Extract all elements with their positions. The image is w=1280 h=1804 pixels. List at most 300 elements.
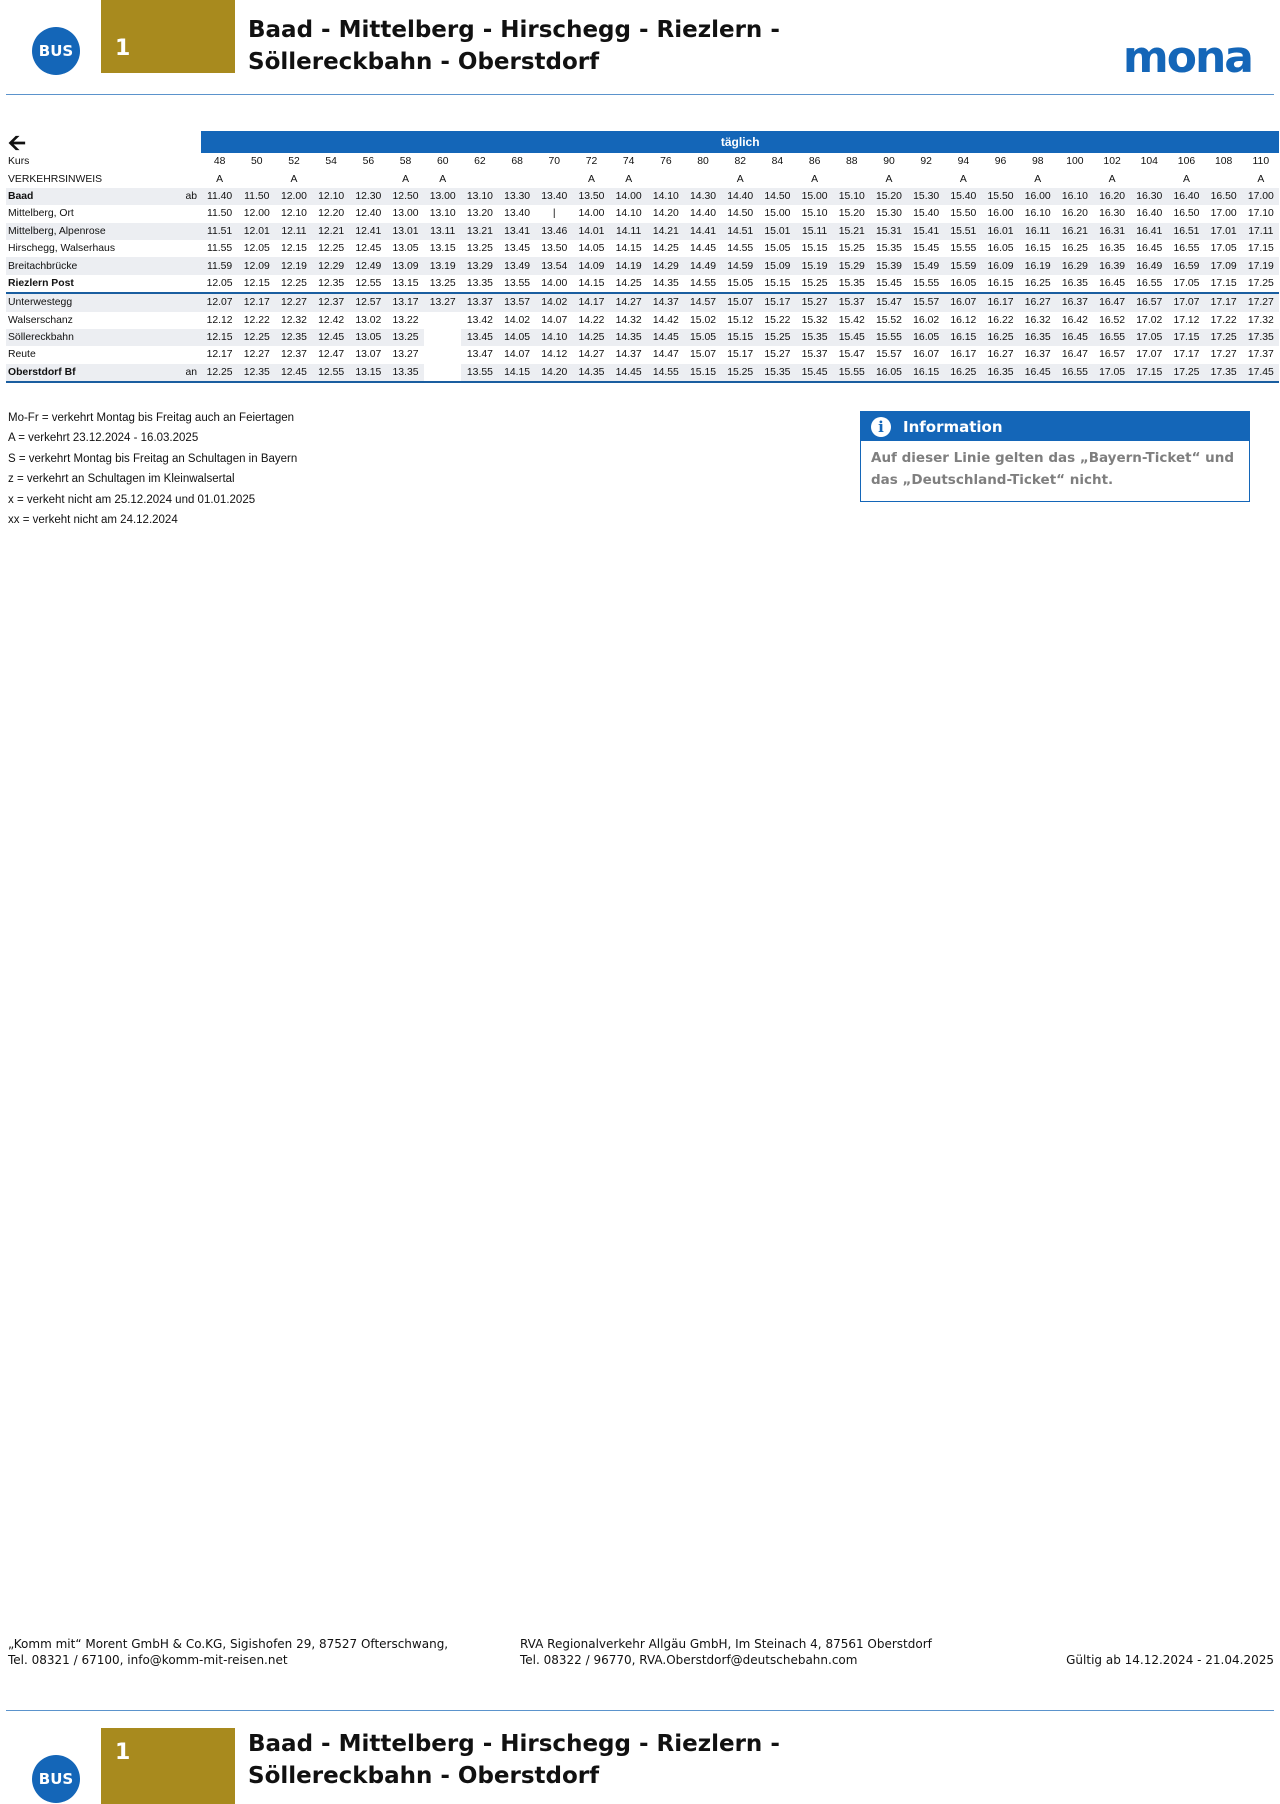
departure-time: 13.50 [573, 188, 610, 205]
footnotes [8, 408, 297, 530]
departure-time: 16.40 [1168, 188, 1205, 205]
departure-time: 17.15 [1131, 364, 1168, 382]
departure-time: 12.11 [275, 223, 312, 240]
arrival-departure-mark [178, 223, 201, 240]
departure-time: 15.15 [764, 277, 791, 289]
departure-time: 14.45 [610, 364, 647, 382]
kurs-number: 70 [548, 156, 561, 168]
departure-time: 15.19 [796, 257, 833, 274]
bus-icon: BUS [32, 1755, 80, 1803]
departure-time: 11.50 [206, 208, 233, 220]
departure-time: 12.30 [350, 188, 387, 205]
departure-time: 13.45 [461, 329, 498, 346]
departure-time [424, 346, 461, 363]
footnote: x = verkeht nicht am 25.12.2024 und 01.01.2025 [8, 493, 256, 506]
departure-time: 16.35 [982, 364, 1019, 382]
departure-time: 13.50 [541, 243, 568, 255]
departure-time: 14.15 [615, 243, 642, 255]
timetable-row [6, 275, 1279, 293]
hinweis-code [1131, 170, 1168, 187]
departure-time: 16.45 [1019, 364, 1056, 382]
departure-time: 12.27 [243, 349, 270, 361]
departure-time: 17.05 [1210, 243, 1237, 255]
hinweis-code [759, 170, 796, 187]
departure-time: 17.22 [1210, 314, 1237, 326]
departure-time: 14.35 [610, 329, 647, 346]
departure-time: 15.01 [759, 223, 796, 240]
stop-name: Reute [8, 349, 36, 361]
departure-time: 16.01 [982, 223, 1019, 240]
departure-time: 12.45 [313, 329, 350, 346]
departure-time: 14.01 [573, 223, 610, 240]
departure-time: 13.54 [536, 257, 573, 274]
departure-time: 12.35 [318, 277, 345, 289]
departure-time: 13.46 [536, 223, 573, 240]
departure-time: 15.40 [945, 188, 982, 205]
departure-time: 14.55 [727, 243, 754, 255]
departure-time: 16.25 [982, 329, 1019, 346]
info-text-line2: das „Deutschland-Ticket“ nicht. [871, 472, 1114, 488]
kurs-number: 106 [1177, 156, 1196, 168]
departure-time: 13.05 [392, 243, 419, 255]
departure-time: 14.59 [722, 257, 759, 274]
departure-time: 15.47 [838, 349, 865, 361]
departure-time: 16.10 [1024, 208, 1051, 220]
kurs-number: 52 [288, 156, 300, 168]
operator-address-left [8, 1636, 448, 1668]
kurs-number: 102 [1103, 156, 1121, 168]
departure-time: 14.21 [647, 223, 684, 240]
departure-time: 17.02 [1136, 314, 1163, 326]
hinweis-code: A [402, 173, 409, 185]
kurs-number: 88 [846, 156, 858, 168]
departure-time: 15.55 [913, 277, 940, 289]
departure-time: 12.12 [206, 314, 233, 326]
departure-time: 15.05 [764, 243, 791, 255]
timetable-row [6, 364, 1279, 382]
departure-time: 15.15 [684, 364, 721, 382]
operator-mid-line2: Tel. 08322 / 96770, RVA.Oberstdorf@deutschebahn.com [520, 1653, 858, 1667]
departure-time: 14.49 [684, 257, 721, 274]
arrival-departure-mark [178, 312, 201, 329]
operator-address-mid [520, 1636, 932, 1668]
departure-time: 14.27 [610, 293, 647, 311]
departure-time: 15.35 [796, 329, 833, 346]
departure-time: 17.37 [1247, 349, 1274, 361]
departure-time: 12.55 [313, 364, 350, 382]
departure-time: 12.49 [350, 257, 387, 274]
kurs-number: 98 [1031, 156, 1044, 168]
timetable-row [6, 346, 1279, 363]
departure-time [424, 364, 461, 382]
stop-name: Mittelberg, Ort [8, 208, 74, 220]
hinweis-code [1056, 170, 1093, 187]
timetable-row [6, 240, 1279, 257]
departure-time: 13.10 [429, 208, 456, 220]
departure-time: 17.09 [1205, 257, 1242, 274]
departure-time: 15.25 [801, 277, 828, 289]
departure-time: 12.01 [238, 223, 275, 240]
page-footer-header [0, 1728, 1280, 1804]
hinweis-code: A [1183, 173, 1190, 185]
departure-time: 15.15 [722, 329, 759, 346]
departure-time: 16.47 [1061, 349, 1088, 361]
departure-time: 16.40 [1136, 208, 1163, 220]
departure-time: 13.25 [387, 329, 424, 346]
departure-time: 12.20 [318, 208, 345, 220]
departure-time: 17.10 [1247, 208, 1274, 220]
departure-time: 15.40 [913, 208, 940, 220]
departure-time: 16.55 [1136, 277, 1163, 289]
departure-time: 12.47 [318, 349, 345, 361]
info-title: Information [903, 417, 1003, 436]
route-title-line2: Söllereckbahn - Oberstdorf [248, 1763, 600, 1789]
departure-time: 14.47 [652, 349, 679, 361]
departure-time: 12.22 [243, 314, 270, 326]
departure-time: 14.37 [647, 293, 684, 311]
departure-time: 12.29 [313, 257, 350, 274]
kurs-number: 110 [1252, 156, 1270, 168]
timetable-row [6, 293, 1279, 311]
departure-time: 13.17 [387, 293, 424, 311]
departure-time: 11.40 [201, 188, 238, 205]
departure-time: 13.35 [387, 364, 424, 382]
departure-time: 16.15 [908, 364, 945, 382]
departure-time: 15.25 [759, 329, 796, 346]
departure-time: 16.41 [1131, 223, 1168, 240]
timetable-row [6, 312, 1279, 329]
departure-time: 14.25 [615, 277, 642, 289]
departure-time: 14.00 [610, 188, 647, 205]
departure-time: 12.07 [201, 293, 238, 311]
departure-time: 13.57 [499, 293, 536, 311]
kurs-number: 56 [362, 156, 375, 168]
departure-time: 16.32 [1024, 314, 1051, 326]
departure-time: 15.20 [870, 188, 907, 205]
departure-time: 16.45 [1136, 243, 1163, 255]
departure-time: 13.15 [429, 243, 456, 255]
stop-name: Söllereckbahn [6, 329, 178, 346]
departure-time: 15.39 [870, 257, 907, 274]
departure-time: 15.10 [801, 208, 828, 220]
departure-time: 16.52 [1099, 314, 1126, 326]
departure-time: 15.05 [727, 277, 754, 289]
departure-time: 16.25 [1024, 277, 1051, 289]
departure-time: 13.29 [461, 257, 498, 274]
departure-time: 16.19 [1019, 257, 1056, 274]
departure-time: 13.02 [355, 314, 382, 326]
departure-time: 13.09 [387, 257, 424, 274]
departure-time: 15.05 [684, 329, 721, 346]
kurs-number: 90 [883, 156, 895, 168]
departure-time: 17.00 [1210, 208, 1237, 220]
departure-time: 16.17 [950, 349, 977, 361]
departure-time: 15.35 [759, 364, 796, 382]
departure-time: 14.10 [647, 188, 684, 205]
departure-time: 13.20 [466, 208, 493, 220]
departure-time: 17.15 [1210, 277, 1237, 289]
departure-time: 15.09 [759, 257, 796, 274]
departure-time: 16.17 [982, 293, 1019, 311]
hinweis-mark [178, 170, 201, 187]
departure-time: 16.49 [1131, 257, 1168, 274]
departure-time: 11.51 [201, 223, 238, 240]
hinweis-code [461, 170, 498, 187]
departure-time: 17.12 [1173, 314, 1200, 326]
departure-time: 14.22 [578, 314, 605, 326]
departure-time: 15.02 [690, 314, 717, 326]
departure-time: 13.25 [429, 277, 456, 289]
departure-time: 16.51 [1168, 223, 1205, 240]
page-header [0, 0, 1280, 94]
departure-time: 12.19 [275, 257, 312, 274]
info-icon: i [871, 417, 891, 437]
departure-time: 13.35 [466, 277, 493, 289]
departure-time: 13.19 [424, 257, 461, 274]
departure-time: 17.25 [1205, 329, 1242, 346]
departure-time: 16.09 [982, 257, 1019, 274]
departure-time: 12.32 [280, 314, 307, 326]
departure-time: 12.15 [243, 277, 270, 289]
departure-time: 15.15 [801, 243, 828, 255]
hinweis-code: A [625, 173, 633, 185]
departure-time: 17.25 [1247, 277, 1274, 289]
departure-time: 15.55 [870, 329, 907, 346]
departure-time: 17.27 [1242, 293, 1279, 311]
departure-time: 15.07 [722, 293, 759, 311]
departure-time: 15.55 [950, 243, 977, 255]
departure-time: 16.37 [1056, 293, 1093, 311]
departure-time: 14.40 [690, 208, 717, 220]
departure-time: 14.50 [727, 208, 754, 220]
stop-name: Hirschegg, Walserhaus [8, 243, 116, 255]
departure-time: 13.22 [392, 314, 419, 326]
arrival-departure-mark [178, 240, 201, 257]
departure-time: 16.10 [1056, 188, 1093, 205]
departure-time: 12.35 [275, 329, 312, 346]
departure-time: 16.42 [1061, 314, 1088, 326]
departure-time: 16.29 [1056, 257, 1093, 274]
hinweis-code: A [588, 173, 595, 185]
departure-time: 16.35 [1099, 243, 1126, 255]
departure-time: 15.00 [796, 188, 833, 205]
kurs-number: 62 [474, 156, 486, 168]
departure-time: 12.37 [280, 349, 307, 361]
departure-time: 16.15 [987, 277, 1014, 289]
route-title-line1: Baad - Mittelberg - Hirschegg - Riezlern - [248, 17, 780, 43]
timetable-row [6, 257, 1279, 274]
kurs-number: 96 [994, 156, 1007, 168]
hinweis-code: A [439, 173, 447, 185]
hinweis-code [908, 170, 945, 187]
departure-time: 15.07 [690, 349, 717, 361]
departure-time: 14.42 [652, 314, 679, 326]
departure-time: 13.47 [466, 349, 493, 361]
departure-time: 14.50 [759, 188, 796, 205]
kurs-number: 84 [771, 156, 784, 168]
footnote: z = verkehrt an Schultagen im Kleinwalsertal [8, 473, 235, 486]
departure-time: 14.32 [615, 314, 642, 326]
departure-time: 15.45 [796, 364, 833, 382]
departure-time: 15.00 [764, 208, 791, 220]
hinweis-code [238, 170, 275, 187]
departure-time: 15.35 [875, 243, 902, 255]
departure-time: 14.12 [541, 349, 568, 361]
line-number-badge: 1 [101, 1728, 235, 1804]
departure-time: 16.12 [950, 314, 977, 326]
route-title-line2: Söllereckbahn - Oberstdorf [248, 49, 600, 75]
kurs-number: 72 [585, 156, 598, 168]
kurs-number: 82 [734, 156, 746, 168]
departure-time: 16.00 [987, 208, 1014, 220]
departure-time: 17.00 [1242, 188, 1279, 205]
departure-time: 14.07 [541, 314, 568, 326]
departure-time: 14.09 [573, 257, 610, 274]
departure-time: 12.05 [243, 243, 270, 255]
departure-time: 15.50 [950, 208, 977, 220]
arrival-departure-mark [178, 257, 201, 274]
hinweis-code [647, 170, 684, 187]
departure-time: 14.20 [536, 364, 573, 382]
info-header [861, 412, 1249, 441]
departure-time: 14.02 [504, 314, 531, 326]
departure-time: 15.49 [908, 257, 945, 274]
departure-time: 15.42 [838, 314, 865, 326]
departure-time: 14.45 [647, 329, 684, 346]
departure-time: 16.25 [1061, 243, 1088, 255]
departure-time: 16.57 [1099, 349, 1126, 361]
departure-time: 15.25 [838, 243, 865, 255]
hinweis-code [350, 170, 387, 187]
departure-time: 17.45 [1242, 364, 1279, 382]
arrival-departure-mark [178, 346, 201, 363]
departure-time: 16.39 [1094, 257, 1131, 274]
departure-time: 14.17 [573, 293, 610, 311]
departure-time: 12.15 [280, 243, 307, 255]
departure-time: 14.02 [536, 293, 573, 311]
footnote: A = verkehrt 23.12.2024 - 16.03.2025 [8, 432, 199, 445]
departure-time [424, 329, 461, 346]
departure-time: 14.30 [684, 188, 721, 205]
kurs-number: 50 [251, 156, 263, 168]
departure-time: 12.57 [350, 293, 387, 311]
departure-time: 13.49 [499, 257, 536, 274]
kurs-number: 60 [436, 156, 449, 168]
hinweis-code [536, 170, 573, 187]
departure-time: 17.17 [1205, 293, 1242, 311]
kurs-number: 68 [511, 156, 523, 168]
departure-time: 13.42 [466, 314, 493, 326]
departure-time: 12.10 [313, 188, 350, 205]
departure-time: | [552, 208, 556, 220]
departure-time: 13.30 [499, 188, 536, 205]
departure-time: 16.21 [1056, 223, 1093, 240]
departure-time: 16.22 [987, 314, 1014, 326]
departure-time: 12.00 [275, 188, 312, 205]
departure-time: 14.55 [647, 364, 684, 382]
departure-time: 17.07 [1136, 349, 1163, 361]
departure-time: 16.05 [908, 329, 945, 346]
timetable-row [6, 329, 1279, 346]
departure-time: 14.05 [578, 243, 605, 255]
departure-time: 13.25 [466, 243, 493, 255]
departure-time: 12.40 [355, 208, 382, 220]
departure-time: 13.55 [504, 277, 531, 289]
departure-time: 17.35 [1242, 329, 1279, 346]
departure-time: 16.20 [1094, 188, 1131, 205]
departure-time: 15.11 [796, 223, 833, 240]
info-box [860, 411, 1250, 502]
departure-time: 15.31 [870, 223, 907, 240]
departure-time: 12.15 [201, 329, 238, 346]
kurs-number: 80 [697, 156, 709, 168]
departure-time: 17.17 [1173, 349, 1200, 361]
departure-time: 16.07 [913, 349, 940, 361]
hinweis-code: A [290, 173, 298, 185]
timetable [6, 131, 1279, 383]
departure-time: 17.05 [1131, 329, 1168, 346]
departure-time: 15.51 [945, 223, 982, 240]
direction-arrow-icon: 🡨 [8, 130, 26, 155]
kurs-row [6, 153, 1279, 170]
departure-time: 13.45 [504, 243, 531, 255]
departure-time: 16.45 [1056, 329, 1093, 346]
departure-time: 14.27 [578, 349, 605, 361]
departure-time: 17.05 [1173, 277, 1200, 289]
validity-text: Gültig ab 14.12.2024 - 21.04.2025 [1066, 1653, 1274, 1667]
departure-time: 13.07 [355, 349, 382, 361]
departure-time: 16.30 [1099, 208, 1126, 220]
departure-time: 16.55 [1173, 243, 1200, 255]
departure-time: 15.27 [796, 293, 833, 311]
departure-time: 16.37 [1024, 349, 1051, 361]
departure-time: 15.55 [833, 364, 870, 382]
departure-time: 15.35 [838, 277, 865, 289]
departure-time: 12.17 [238, 293, 275, 311]
hinweis-code: A [736, 173, 744, 185]
departure-time: 16.07 [945, 293, 982, 311]
departure-time: 12.21 [313, 223, 350, 240]
route-title [248, 14, 808, 78]
departure-time: 13.15 [350, 364, 387, 382]
departure-time: 12.50 [387, 188, 424, 205]
departure-time: 17.15 [1247, 243, 1274, 255]
departure-time: 13.10 [461, 188, 498, 205]
departure-time: 14.51 [722, 223, 759, 240]
departure-time: 13.01 [387, 223, 424, 240]
hinweis-code [833, 170, 870, 187]
departure-time: 15.30 [875, 208, 902, 220]
departure-time: 15.57 [908, 293, 945, 311]
departure-time: 15.25 [722, 364, 759, 382]
departure-time: 12.42 [318, 314, 345, 326]
bus-icon: BUS [32, 27, 80, 75]
hinweis-code: A [216, 173, 224, 185]
departure-time: 16.57 [1131, 293, 1168, 311]
departure-time: 15.37 [801, 349, 828, 361]
departure-time: 13.15 [392, 277, 419, 289]
departure-time: 12.17 [206, 349, 233, 361]
departure-time: 12.35 [238, 364, 275, 382]
departure-time: 17.11 [1242, 223, 1279, 240]
hinweis-code: A [811, 173, 819, 185]
departure-time: 12.10 [280, 208, 307, 220]
departure-time: 16.47 [1094, 293, 1131, 311]
departure-time: 12.55 [355, 277, 382, 289]
departure-time: 16.55 [1094, 329, 1131, 346]
departure-time: 14.45 [690, 243, 717, 255]
kurs-label: Kurs [8, 156, 30, 168]
